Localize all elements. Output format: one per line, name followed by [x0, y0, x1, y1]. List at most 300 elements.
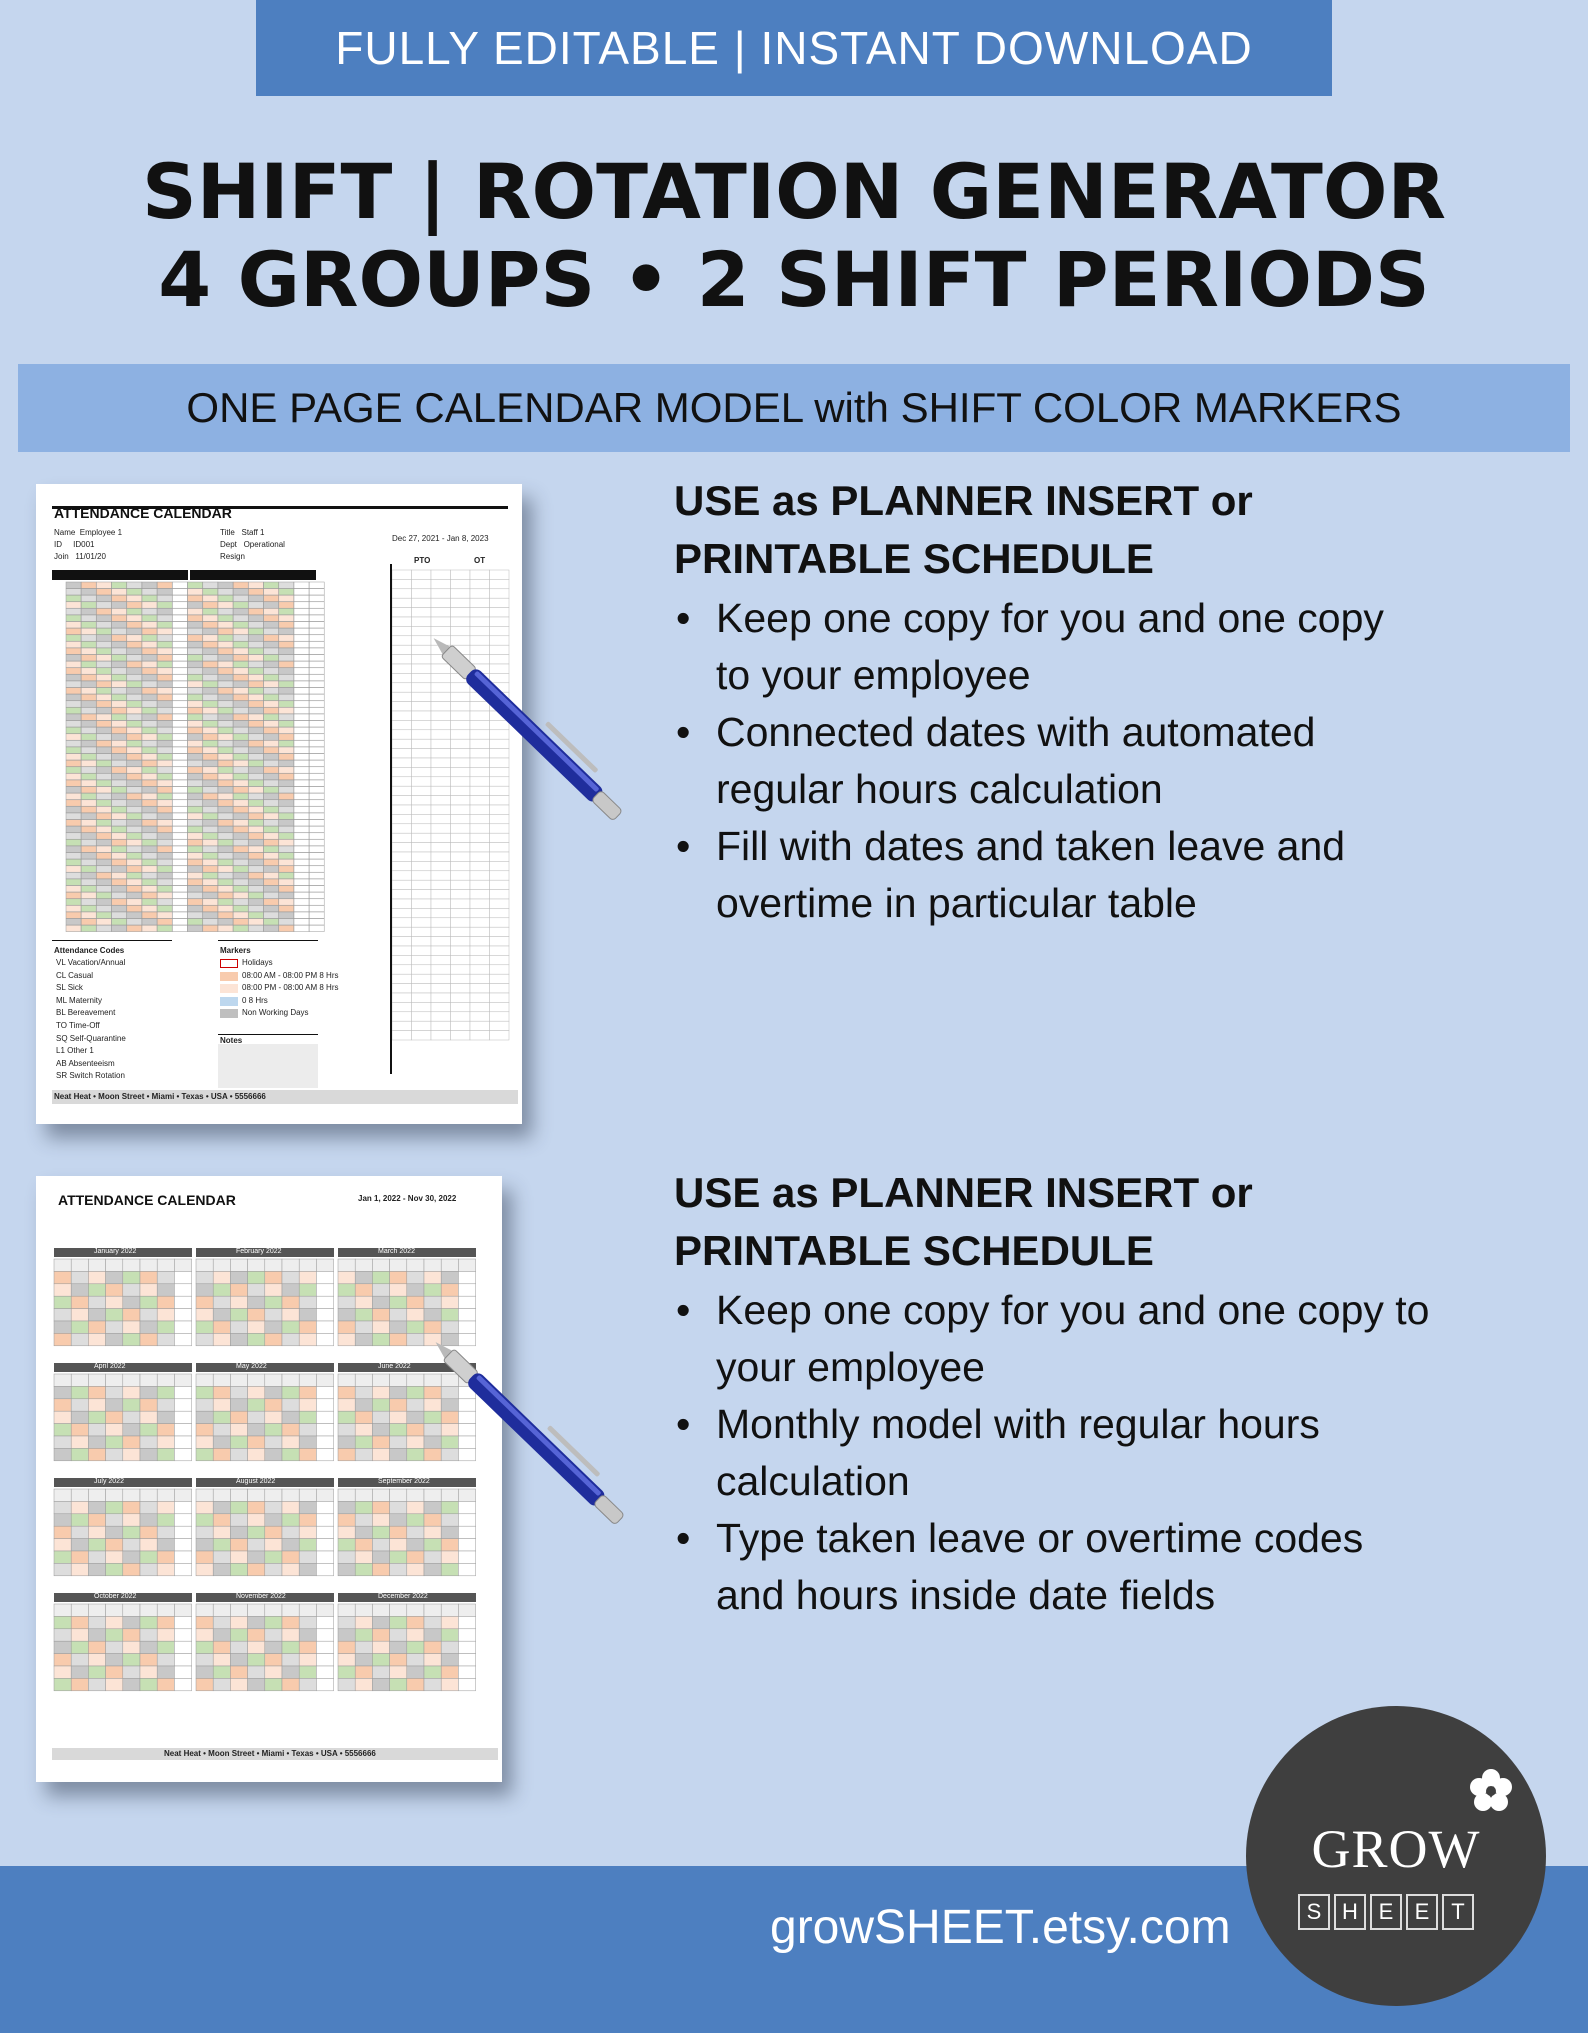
grid-cell — [196, 1296, 213, 1308]
grid-cell — [390, 1551, 407, 1563]
grid-cell — [172, 919, 187, 925]
grid-cell — [112, 806, 127, 812]
grid-cell — [203, 820, 218, 826]
grid-cell — [264, 780, 279, 786]
grid-cell — [188, 879, 203, 885]
grid-cell — [140, 1424, 157, 1436]
grid-cell — [248, 721, 263, 727]
grid-cell — [71, 1678, 88, 1690]
grid-cell — [233, 846, 248, 852]
grid-cell — [299, 1259, 316, 1271]
grid-cell — [233, 688, 248, 694]
grid-cell — [218, 655, 233, 661]
grid-cell — [54, 1259, 71, 1271]
grid-cell — [218, 582, 233, 588]
grid-cell — [112, 839, 127, 845]
grid-cell — [96, 635, 111, 641]
grid-cell — [451, 974, 471, 983]
grid-cell — [264, 754, 279, 760]
grid-cell — [316, 1654, 333, 1666]
grid-cell — [338, 1386, 355, 1398]
grid-cell — [54, 1501, 71, 1513]
grid-cell — [392, 598, 412, 607]
grid-cell — [157, 905, 172, 911]
grid-cell — [123, 1321, 140, 1333]
grid-cell — [282, 1448, 299, 1460]
grid-cell — [390, 1386, 407, 1398]
grid-cell — [96, 641, 111, 647]
grid-cell — [309, 806, 324, 812]
grid-cell — [248, 688, 263, 694]
grid-cell — [142, 886, 157, 892]
grid-cell — [264, 608, 279, 614]
grid-cell — [218, 853, 233, 859]
grid-cell — [233, 608, 248, 614]
grid-cell — [188, 912, 203, 918]
grid-cell — [316, 1604, 333, 1616]
grid-cell — [470, 955, 490, 964]
grid-cell — [96, 740, 111, 746]
grid-cell — [248, 747, 263, 753]
grid-cell — [203, 727, 218, 733]
grid-cell — [127, 648, 142, 654]
grid-cell — [127, 919, 142, 925]
grid-cell — [213, 1321, 230, 1333]
grid-cell — [309, 648, 324, 654]
grid-cell — [424, 1666, 441, 1678]
grid-cell — [174, 1501, 191, 1513]
grid-cell — [412, 984, 432, 993]
month-label: May 2022 — [236, 1363, 267, 1370]
grid-cell — [106, 1616, 123, 1628]
grid-cell — [218, 628, 233, 634]
grid-cell — [372, 1563, 389, 1575]
grid-cell — [172, 872, 187, 878]
grid-cell — [299, 1563, 316, 1575]
grid-cell — [218, 674, 233, 680]
grid-cell — [248, 1284, 265, 1296]
grid-cell — [81, 727, 96, 733]
grid-cell — [188, 602, 203, 608]
grid-cell — [233, 661, 248, 667]
grid-cell — [188, 655, 203, 661]
grid-cell — [412, 1002, 432, 1011]
grid-cell — [279, 754, 294, 760]
grid-cell — [96, 582, 111, 588]
feature-bullet: • Keep one copy for you and one copy to your employee — [676, 595, 1384, 698]
grid-cell — [196, 1678, 213, 1690]
grid-cell — [140, 1374, 157, 1386]
grid-cell — [294, 701, 309, 707]
grid-cell — [172, 707, 187, 713]
grid-cell — [140, 1296, 157, 1308]
grid-cell — [230, 1526, 247, 1538]
grid-cell — [106, 1666, 123, 1678]
grid-cell — [54, 1333, 71, 1345]
grid-cell — [96, 886, 111, 892]
grid-cell — [248, 1489, 265, 1501]
grid-cell — [188, 688, 203, 694]
grid-cell — [218, 925, 233, 931]
grid-cell — [248, 833, 263, 839]
grid-cell — [123, 1563, 140, 1575]
grid-cell — [338, 1501, 355, 1513]
grid-cell — [66, 839, 81, 845]
grid-cell — [203, 899, 218, 905]
grid-cell — [233, 747, 248, 753]
grid-cell — [294, 787, 309, 793]
grid-cell — [157, 866, 172, 872]
grid-cell — [218, 714, 233, 720]
grid-cell — [299, 1604, 316, 1616]
grid-cell — [279, 688, 294, 694]
grid-cell — [279, 628, 294, 634]
grid-cell — [355, 1616, 372, 1628]
grid-cell — [188, 886, 203, 892]
grid-cell — [142, 635, 157, 641]
grid-cell — [470, 890, 490, 899]
grid-cell — [174, 1436, 191, 1448]
grid-cell — [424, 1271, 441, 1283]
grid-cell — [248, 925, 263, 931]
grid-cell — [188, 589, 203, 595]
grid-cell — [203, 734, 218, 740]
grid-cell — [316, 1641, 333, 1653]
grid-cell — [412, 918, 432, 927]
grid-cell — [233, 655, 248, 661]
grid-cell — [142, 681, 157, 687]
grid-cell — [470, 589, 490, 598]
marker-label: 08:00 PM - 08:00 AM 8 Hrs — [242, 983, 339, 993]
grid-cell — [88, 1259, 105, 1271]
grid-cell — [142, 701, 157, 707]
grid-cell — [140, 1551, 157, 1563]
grid-cell — [299, 1386, 316, 1398]
grid-cell — [233, 721, 248, 727]
grid-cell — [81, 714, 96, 720]
grid-cell — [412, 993, 432, 1002]
grid-cell — [248, 1616, 265, 1628]
grid-cell — [316, 1374, 333, 1386]
grid-cell — [372, 1539, 389, 1551]
grid-cell — [81, 582, 96, 588]
grid-cell — [174, 1386, 191, 1398]
grid-cell — [233, 806, 248, 812]
grid-cell — [66, 648, 81, 654]
grid-cell — [233, 635, 248, 641]
grid-cell — [96, 919, 111, 925]
grid-cell — [233, 859, 248, 865]
grid-cell — [157, 1616, 174, 1628]
grid-cell — [66, 912, 81, 918]
grid-cell — [66, 714, 81, 720]
grid-cell — [88, 1399, 105, 1411]
grid-cell — [203, 714, 218, 720]
grid-cell — [279, 694, 294, 700]
grid-cell — [66, 773, 81, 779]
grid-cell — [407, 1604, 424, 1616]
grid-cell — [123, 1309, 140, 1321]
grid-cell — [172, 760, 187, 766]
grid-cell — [96, 820, 111, 826]
grid-cell — [123, 1448, 140, 1460]
grid-cell — [203, 833, 218, 839]
grid-cell — [96, 859, 111, 865]
grid-cell — [294, 608, 309, 614]
grid-cell — [490, 974, 510, 983]
grid-cell — [112, 727, 127, 733]
grid-cell — [218, 919, 233, 925]
grid-cell — [299, 1374, 316, 1386]
grid-cell — [112, 853, 127, 859]
grid-cell — [81, 872, 96, 878]
grid-cell — [316, 1259, 333, 1271]
grid-cell — [372, 1333, 389, 1345]
grid-cell — [230, 1333, 247, 1345]
grid-cell — [188, 721, 203, 727]
grid-cell — [54, 1321, 71, 1333]
grid-cell — [127, 602, 142, 608]
grid-cell — [431, 890, 451, 899]
grid-cell — [142, 912, 157, 918]
grid-cell — [431, 1021, 451, 1030]
grid-cell — [265, 1296, 282, 1308]
grid-cell — [248, 655, 263, 661]
grid-cell — [294, 740, 309, 746]
grid-cell — [66, 853, 81, 859]
grid-cell — [112, 622, 127, 628]
grid-cell — [265, 1309, 282, 1321]
grid-cell — [213, 1448, 230, 1460]
grid-cell — [54, 1448, 71, 1460]
grid-cell — [71, 1296, 88, 1308]
grid-cell — [248, 1386, 265, 1398]
grid-cell — [299, 1526, 316, 1538]
grid-cell — [157, 674, 172, 680]
grid-cell — [196, 1259, 213, 1271]
grid-cell — [392, 636, 412, 645]
grid-cell — [213, 1501, 230, 1513]
grid-cell — [264, 688, 279, 694]
grid-cell — [407, 1666, 424, 1678]
grid-cell — [81, 734, 96, 740]
grid-cell — [127, 694, 142, 700]
grid-cell — [355, 1539, 372, 1551]
grid-cell — [316, 1386, 333, 1398]
grid-cell — [412, 927, 432, 936]
grid-cell — [88, 1526, 105, 1538]
grid-cell — [127, 727, 142, 733]
grid-cell — [316, 1309, 333, 1321]
grid-cell — [218, 839, 233, 845]
grid-cell — [188, 635, 203, 641]
grid-cell — [355, 1259, 372, 1271]
grid-cell — [172, 661, 187, 667]
grid-cell — [112, 628, 127, 634]
grid-cell — [196, 1386, 213, 1398]
marker-swatch — [220, 997, 238, 1006]
grid-cell — [309, 615, 324, 621]
grid-cell — [66, 919, 81, 925]
grid-cell — [218, 701, 233, 707]
grid-cell — [196, 1654, 213, 1666]
grid-cell — [294, 635, 309, 641]
grid-cell — [282, 1321, 299, 1333]
grid-cell — [392, 861, 412, 870]
grid-cell — [81, 694, 96, 700]
grid-cell — [54, 1271, 71, 1283]
grid-cell — [112, 780, 127, 786]
grid-cell — [196, 1271, 213, 1283]
grid-cell — [54, 1424, 71, 1436]
grid-cell — [264, 787, 279, 793]
grid-cell — [157, 760, 172, 766]
grid-cell — [196, 1666, 213, 1678]
grid-cell — [196, 1514, 213, 1526]
grid-cell — [174, 1551, 191, 1563]
grid-cell — [142, 747, 157, 753]
grid-cell — [294, 780, 309, 786]
grid-cell — [88, 1386, 105, 1398]
grid-cell — [392, 974, 412, 983]
grid-cell — [294, 707, 309, 713]
grid-cell — [203, 846, 218, 852]
grid-cell — [188, 582, 203, 588]
grid-cell — [248, 674, 263, 680]
grid-cell — [106, 1539, 123, 1551]
grid-cell — [441, 1641, 458, 1653]
grid-cell — [264, 740, 279, 746]
grid-cell — [299, 1514, 316, 1526]
grid-cell — [203, 707, 218, 713]
grid-cell — [71, 1321, 88, 1333]
grid-cell — [81, 688, 96, 694]
grid-cell — [248, 701, 263, 707]
grid-cell — [264, 615, 279, 621]
grid-cell — [81, 615, 96, 621]
grid-cell — [279, 820, 294, 826]
grid-cell — [203, 754, 218, 760]
grid-cell — [54, 1411, 71, 1423]
grid-cell — [140, 1666, 157, 1678]
grid-cell — [316, 1526, 333, 1538]
grid-cell — [188, 899, 203, 905]
grid-cell — [424, 1629, 441, 1641]
grid-cell — [203, 767, 218, 773]
grid-cell — [172, 892, 187, 898]
grid-cell — [294, 767, 309, 773]
grid-cell — [218, 589, 233, 595]
grid-cell — [279, 760, 294, 766]
grid-cell — [355, 1386, 372, 1398]
grid-cell — [248, 1678, 265, 1690]
grid-cell — [88, 1501, 105, 1513]
grid-cell — [230, 1678, 247, 1690]
grid-cell — [54, 1296, 71, 1308]
grid-cell — [88, 1666, 105, 1678]
grid-cell — [127, 681, 142, 687]
grid-cell — [392, 814, 412, 823]
grid-cell — [81, 800, 96, 806]
grid-cell — [106, 1284, 123, 1296]
grid-cell — [157, 872, 172, 878]
grid-cell — [294, 641, 309, 647]
attendance-code: CL Casual — [56, 970, 94, 980]
grid-cell — [338, 1436, 355, 1448]
grid-cell — [299, 1296, 316, 1308]
grid-cell — [174, 1641, 191, 1653]
grid-cell — [172, 635, 187, 641]
grid-cell — [338, 1309, 355, 1321]
grid-cell — [248, 1271, 265, 1283]
grid-cell — [142, 853, 157, 859]
grid-cell — [203, 892, 218, 898]
grid-cell — [372, 1436, 389, 1448]
grid-cell — [233, 694, 248, 700]
attendance-code: SL Sick — [56, 983, 83, 993]
grid-cell — [279, 806, 294, 812]
grid-cell — [233, 793, 248, 799]
grid-cell — [54, 1678, 71, 1690]
shop-url-link[interactable]: growSHEET.etsy.com — [770, 1901, 1231, 1954]
grid-cell — [218, 886, 233, 892]
grid-cell — [174, 1616, 191, 1628]
grid-cell — [372, 1271, 389, 1283]
grid-cell — [279, 681, 294, 687]
grid-cell — [196, 1424, 213, 1436]
grid-cell — [390, 1489, 407, 1501]
grid-cell — [392, 880, 412, 889]
logo-grow-text: GROW — [1311, 1819, 1481, 1879]
grid-cell — [309, 853, 324, 859]
grid-cell — [203, 595, 218, 601]
grid-cell — [88, 1321, 105, 1333]
grid-cell — [424, 1296, 441, 1308]
grid-cell — [294, 853, 309, 859]
grid-cell — [490, 984, 510, 993]
grid-cell — [172, 595, 187, 601]
grid-cell — [142, 872, 157, 878]
marker-label: Non Working Days — [242, 1008, 309, 1018]
grid-cell — [392, 786, 412, 795]
grid-cell — [441, 1629, 458, 1641]
grid-cell — [54, 1514, 71, 1526]
grid-cell — [264, 905, 279, 911]
grid-cell — [123, 1526, 140, 1538]
grid-cell — [470, 908, 490, 917]
grid-cell — [392, 655, 412, 664]
grid-cell — [294, 925, 309, 931]
grid-cell — [309, 622, 324, 628]
preview2-range: Jan 1, 2022 - Nov 30, 2022 — [358, 1194, 457, 1203]
grid-cell — [172, 846, 187, 852]
grid-cell — [106, 1629, 123, 1641]
grid-cell — [338, 1654, 355, 1666]
grid-cell — [196, 1641, 213, 1653]
grid-cell — [424, 1284, 441, 1296]
grid-cell — [265, 1616, 282, 1628]
grid-cell — [123, 1333, 140, 1345]
grid-cell — [470, 1021, 490, 1030]
grid-cell — [96, 767, 111, 773]
grid-cell — [127, 622, 142, 628]
grid-cell — [66, 787, 81, 793]
month-label: March 2022 — [378, 1248, 415, 1255]
grid-cell — [233, 820, 248, 826]
grid-cell — [172, 608, 187, 614]
grid-cell — [66, 780, 81, 786]
grid-cell — [338, 1424, 355, 1436]
